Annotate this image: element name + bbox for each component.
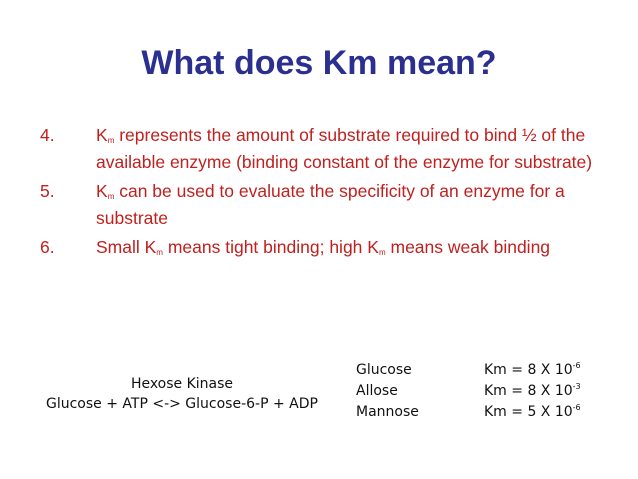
reaction-block (0, 374, 364, 414)
km-exponent: -3 (572, 382, 581, 391)
k-symbol: K (96, 181, 108, 201)
point-number: 4. (40, 125, 55, 145)
km-table (356, 360, 581, 423)
point-number: 6. (40, 237, 55, 257)
km-row (356, 402, 581, 423)
km-row (356, 360, 581, 381)
m-subscript: m (107, 192, 115, 201)
slide-title: What does Km mean? (141, 44, 497, 82)
km-exponent: -6 (572, 361, 581, 370)
point-6 (40, 234, 610, 261)
m-subscript: m (156, 248, 163, 257)
point-number: 5. (40, 181, 55, 201)
point-text: can be used to evaluate the specificity of an enzyme for a substrate (96, 181, 565, 228)
km-points-list (40, 122, 610, 264)
point-text-pre: Small K (96, 237, 157, 257)
km-exponent: -6 (572, 403, 581, 412)
km-value (484, 360, 581, 381)
enzyme-name: Hexose Kinase (130, 376, 234, 392)
point-text-post: means weak binding (385, 237, 551, 257)
reaction-equation: Glucose + ATP <-> Glucose-6-P + ADP (46, 396, 318, 412)
k-symbol: K (96, 125, 108, 145)
km-value-text: Km = 8 X 10 (484, 383, 573, 399)
m-subscript: m (107, 136, 115, 145)
km-value (484, 402, 581, 423)
km-row (356, 381, 581, 402)
sugar-name: Allose (356, 383, 398, 399)
km-value (484, 381, 581, 402)
km-value-text: Km = 5 X 10 (484, 404, 573, 420)
point-text-mid: means tight binding; high K (162, 237, 379, 257)
sugar-name: Mannose (356, 404, 419, 420)
point-5 (40, 178, 610, 231)
m-subscript-2: m (378, 248, 386, 257)
sugar-name: Glucose (356, 362, 412, 378)
point-4 (40, 122, 610, 175)
point-text: represents the amount of substrate required to bind ½ of the available enzyme (binding constant of the enzyme for substrate) (96, 125, 593, 172)
km-value-text: Km = 8 X 10 (484, 362, 573, 378)
